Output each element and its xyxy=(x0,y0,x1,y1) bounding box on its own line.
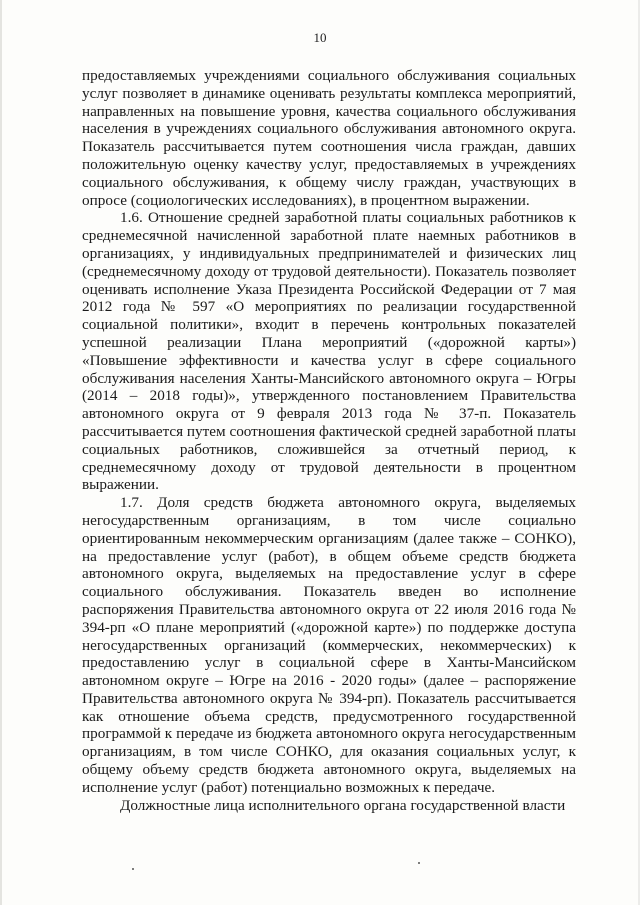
document-body xyxy=(82,67,576,814)
paragraph-1-6: 1.6. Отношение средней заработной платы социальных работников к среднемесячной начисленной заработной плате наемных работников в организациях, у индивидуальных предпринимателей и физических лиц (среднемесячному доходу от трудовой деятельности). Показатель позволяет оценивать исполнение Указа Президента Российской Федерации от 7 мая 2012 года № 597 «О мероприятиях по реализации государственной социальной политики», входит в перечень контрольных показателей успешной реализации Плана мероприятий («дорожной карты») «Повышение эффективности и качества услуг в сфере социального обслуживания населения Ханты-Мансийского автономного округа – Югры (2014 – 2018 годы)», утвержденного постановлением Правительства автономного округа от 9 февраля 2013 года № 37-п. Показатель рассчитывается путем соотношения фактической средней заработной платы социальных работников, сложившейся за отчетный период, к среднемесячному доходу от трудовой деятельности в процентном выражении. xyxy=(82,209,576,494)
paragraph-officials: Должностные лица исполнительного органа государственной власти xyxy=(120,796,566,814)
scan-edge-left xyxy=(0,0,2,905)
paragraph-continuation: предоставляемых учреждениями социального обслуживания социальных услуг позволяет в динамике оценивать результаты комплекса мероприятий, направленных на повышение уровня, качества социального обслуживания населения в учреждениях социального обслуживания автономного округа. Показатель рассчитывается путем соотношения числа граждан, давших положительную оценку качеству услуг, предоставляемых в учреждениях социального обслуживания, к общему числу граждан, участвующих в опросе (социологических исследованиях), в процентном выражении. xyxy=(82,67,576,209)
scan-speck xyxy=(132,868,134,870)
paragraph-1-7: 1.7. Доля средств бюджета автономного округа, выделяемых негосударственным организациям, в том числе социально ориентированным некоммерческим организациям (далее также – СОНКО), на предоставление услуг (работ), в общем объеме средств бюджета автономного округа, выделяемых на предоставление услуг в сфере социального обслуживания. Показатель введен во исполнение распоряжения Правительства автономного округа от 22 июля 2016 года № 394-рп «О плане мероприятий («дорожной карте») по поддержке доступа негосударственных организаций (коммерческих, некоммерческих) к предоставлению услуг в социальной сфере в Ханты-Мансийском автономном округе – Югре на 2016 - 2020 годы» (далее – распоряжение Правительства автономного округа № 394-рп). Показатель рассчитывается как отношение объема средств, предусмотренного государственной программой к передаче из бюджета автономного округа негосударственным организациям, в том числе СОНКО, для оказания социальных услуг, к общему объему средств бюджета автономного округа, выделяемых на исполнение услуг (работ) потенциально возможных к передаче. xyxy=(82,494,576,796)
page-number: 10 xyxy=(313,30,327,45)
scan-speck xyxy=(418,862,420,864)
